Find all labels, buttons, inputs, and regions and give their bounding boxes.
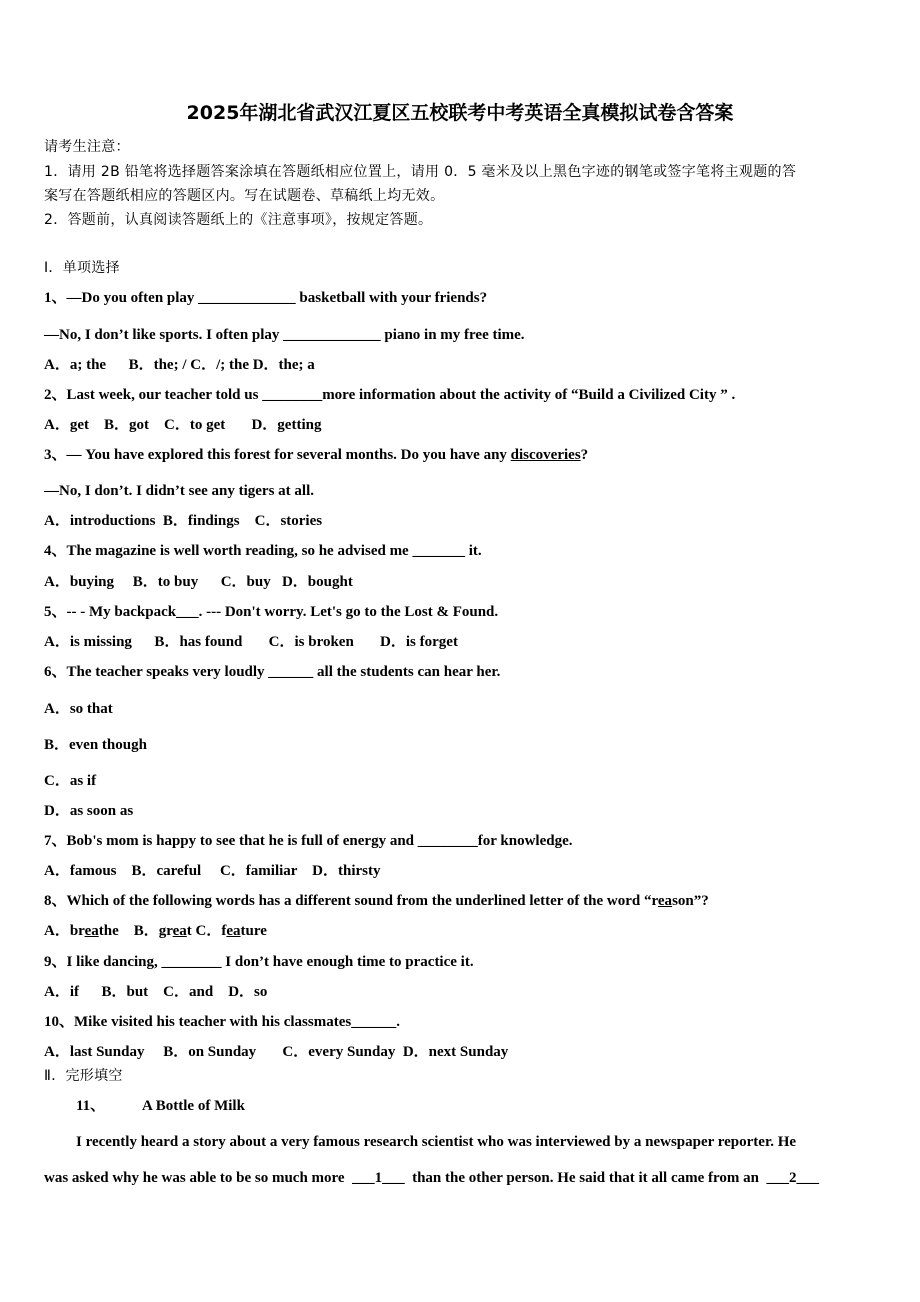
section-heading-2: Ⅱ．完形填空 <box>44 1068 123 1084</box>
passage-line-2: was asked why he was able to be so much more ___1___ than the other person. He said that it all came from an ___2___ <box>44 1170 819 1186</box>
q3-pre: 3、— You have explored this forest for several months. Do you have any <box>44 447 511 463</box>
question-5-options: A．is missing B．has found C．is broken D．is forget <box>44 634 458 650</box>
question-1: 1、—Do you often play _____________ basketball with your friends? <box>44 290 488 306</box>
question-4-options: A．buying B．to buy C．buy D．bought <box>44 574 353 590</box>
section-heading-1: Ⅰ．单项选择 <box>44 260 120 276</box>
q8-post: son”? <box>672 893 709 909</box>
question-10-options: A．last Sunday B．on Sunday C．every Sunday D．next Sunday <box>44 1044 509 1060</box>
notice-heading: 请考生注意： <box>44 139 130 155</box>
notice-item-2: 2．答题前，认真阅读答题纸上的《注意事项》，按规定答题。 <box>44 212 433 228</box>
opt-c-3: ture <box>240 923 267 939</box>
question-11-number: 11、 <box>76 1098 106 1114</box>
q8-underlined: ea <box>657 893 673 909</box>
question-10: 10、Mike visited his teacher with his classmates______. <box>44 1014 400 1030</box>
question-1-reply: —No, I don’t like sports. I often play _____________ piano in my free time. <box>44 327 525 343</box>
question-9: 9、I like dancing, ________ I don’t have enough time to practice it. <box>44 954 474 970</box>
question-6-option-a: A．so that <box>44 701 113 717</box>
question-5: 5、-- - My backpack___. --- Don't worry. Let's go to the Lost & Found. <box>44 604 499 620</box>
opt-a-u: ea <box>84 923 99 939</box>
question-4: 4、The magazine is well worth reading, so he advised me _______ it. <box>44 543 482 559</box>
question-3-reply: —No, I don’t. I didn’t see any tigers at all. <box>44 483 315 499</box>
notice-item-1: 1．请用 2B 铅笔将选择题答案涂填在答题纸相应位置上，请用 0．5 毫米及以上黑色字迹的钢笔或签字笔将主观题的答 <box>44 164 797 180</box>
question-6-option-d: D．as soon as <box>44 803 134 819</box>
question-8 <box>44 891 709 911</box>
opt-b-u: ea <box>172 923 187 939</box>
page-title: 2025年湖北省武汉江夏区五校联考中考英语全真模拟试卷含答案 <box>186 102 734 124</box>
passage-title: A Bottle of Milk <box>142 1098 245 1114</box>
question-6-option-c: C．as if <box>44 773 97 789</box>
q3-underlined-word: discoveries <box>510 447 581 463</box>
question-2: 2、Last week, our teacher told us ________more information about the activity of “Build a Civilized City ” . <box>44 387 736 403</box>
question-7: 7、Bob's mom is happy to see that he is full of energy and ________for knowledge. <box>44 833 573 849</box>
q3-post: ? <box>580 447 589 463</box>
question-9-options: A．if B．but C．and D．so <box>44 984 268 1000</box>
passage-line-1: I recently heard a story about a very famous research scientist who was interviewed by a newspaper reporter. He <box>76 1134 797 1150</box>
question-6: 6、The teacher speaks very loudly ______ all the students can hear her. <box>44 664 501 680</box>
q8-pre: 8、Which of the following words has a different sound from the underlined letter of the word “r <box>44 893 658 909</box>
question-2-options: A．get B．got C．to get D．getting <box>44 417 322 433</box>
notice-item-1-cont: 案写在答题纸相应的答题区内。写在试题卷、草稿纸上均无效。 <box>44 188 445 204</box>
opt-c-u: ea <box>226 923 241 939</box>
opt-a-1: A．br <box>44 923 85 939</box>
opt-a-3: the B．gr <box>98 923 173 939</box>
question-1-options: A．a; the B．the; / C．/; the D．the; a <box>44 357 315 373</box>
question-7-options: A．famous B．careful C．familiar D．thirsty <box>44 863 381 879</box>
question-6-option-b: B．even though <box>44 737 147 753</box>
question-3 <box>44 445 588 465</box>
opt-b-3: t C．f <box>186 923 227 939</box>
question-8-options <box>44 921 267 941</box>
question-3-options: A．introductions B．findings C．stories <box>44 513 323 529</box>
